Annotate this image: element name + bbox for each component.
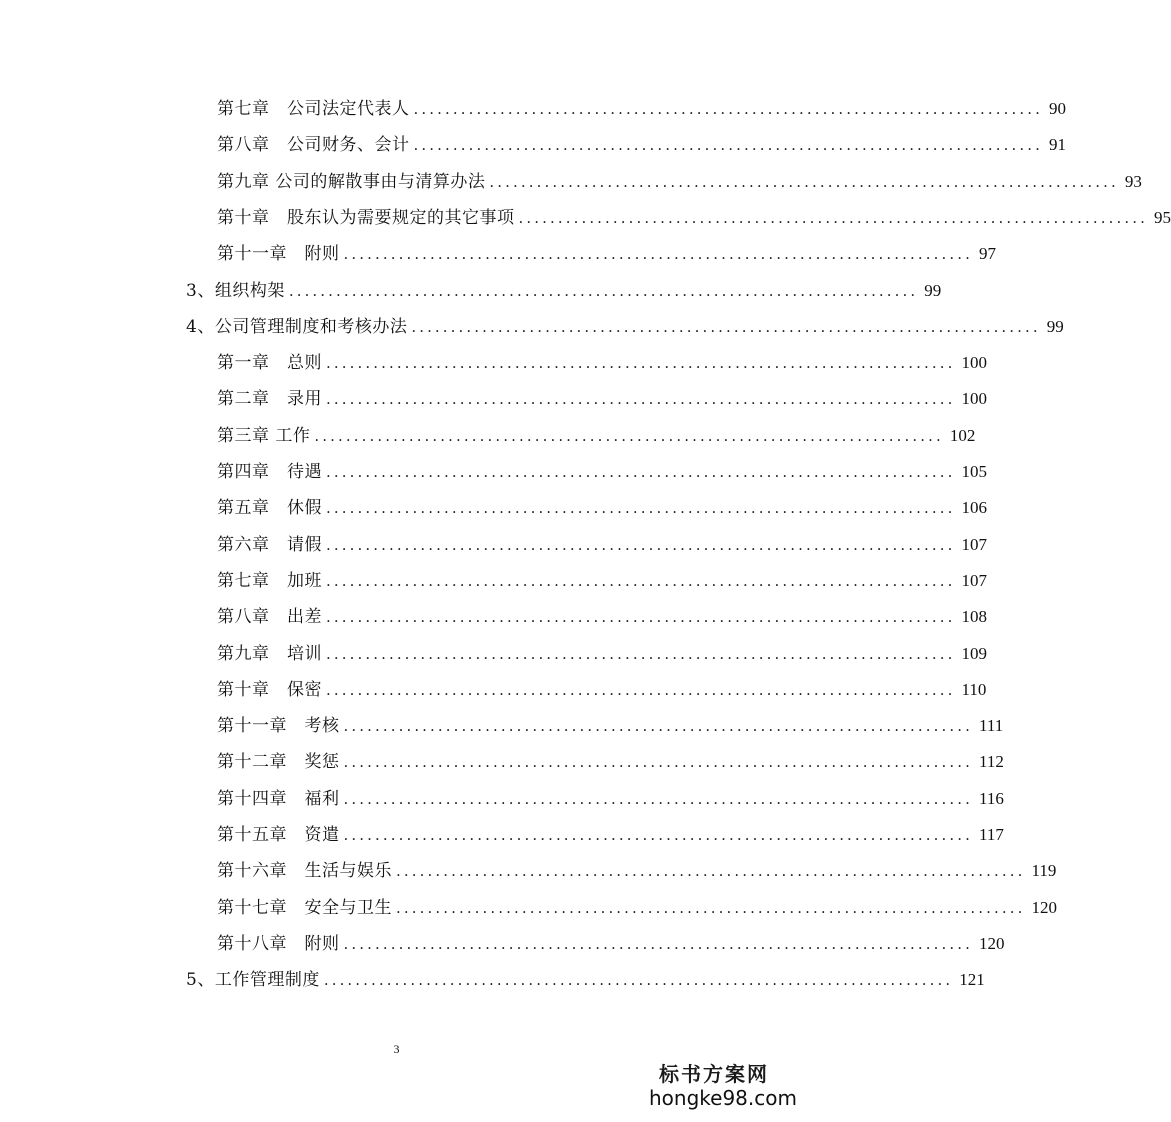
toc-dot-leader: ................................................................................	[489, 172, 1119, 191]
toc-entry-page: 99	[1046, 316, 1064, 336]
toc-entry-page: 119	[1031, 861, 1057, 881]
toc-entry-title: 第六章 请假	[217, 534, 322, 555]
toc-entry-page: 97	[978, 244, 996, 264]
toc-dot-leader: ................................................................................	[343, 826, 973, 844]
toc-entry[interactable]	[217, 749, 1004, 775]
toc-entry-page: 91	[1048, 135, 1066, 155]
toc-entry[interactable]	[217, 423, 976, 449]
toc-entry[interactable]	[217, 386, 987, 412]
toc-entry-title: 第一章 总则	[217, 353, 322, 374]
toc-entry-page: 116	[978, 788, 1004, 808]
toc-entry-page: 120	[1031, 897, 1057, 917]
page-number: 3	[393, 1042, 400, 1056]
toc-entry-page: 110	[961, 679, 987, 699]
toc-entry-page: 109	[961, 643, 987, 663]
toc-entry[interactable]	[217, 786, 1004, 812]
toc-entry-page: 117	[978, 825, 1004, 844]
toc-dot-leader: ................................................................................	[343, 245, 973, 264]
toc-entry-title: 第十六章 生活与娱乐	[217, 861, 392, 882]
toc-dot-leader: ................................................................................	[343, 934, 973, 953]
toc-dot-leader: ................................................................................	[411, 317, 1041, 336]
toc-entry-title: 第十七章 安全与卫生	[217, 897, 392, 918]
toc-entry-page: 99	[924, 280, 942, 300]
toc-dot-leader: ................................................................................	[326, 499, 956, 518]
toc-entry-page: 121	[959, 970, 985, 990]
toc-entry-page: 120	[978, 933, 1005, 953]
toc-entry[interactable]	[217, 931, 1005, 957]
toc-entry[interactable]	[217, 96, 1066, 122]
toc-entry-page: 102	[949, 425, 976, 445]
toc-entry-page: 111	[978, 716, 1004, 736]
toc-entry[interactable]	[217, 604, 987, 630]
toc-dot-leader: ................................................................................	[343, 717, 973, 736]
toc-entry[interactable]	[217, 205, 1171, 231]
toc-entry[interactable]	[186, 314, 1064, 340]
toc-entry-page: 107	[961, 570, 987, 590]
toc-dot-leader: ................................................................................	[396, 862, 1026, 881]
toc-dot-leader: ................................................................................	[326, 463, 956, 481]
toc-entry-page: 105	[961, 462, 987, 481]
toc-entry-title: 第十八章 附则	[217, 933, 340, 954]
toc-dot-leader: ................................................................................	[326, 571, 956, 590]
toc-dot-leader: ................................................................................	[326, 535, 956, 554]
toc-entry-title: 第二章 录用	[217, 389, 322, 410]
toc-dot-leader: ................................................................................	[326, 644, 956, 663]
toc-entry-title: 第七章 公司法定代表人	[217, 99, 410, 119]
toc-entry[interactable]	[217, 532, 987, 558]
toc-entry-title: 4、公司管理制度和考核办法	[186, 316, 408, 337]
toc-entry-page: 108	[961, 607, 987, 627]
toc-entry[interactable]	[217, 350, 987, 376]
toc-dot-leader: ................................................................................	[413, 136, 1043, 155]
toc-entry-title: 第九章 培训	[217, 643, 322, 664]
toc-entry-title: 第十章 保密	[217, 679, 322, 700]
toc-entry-title: 第三章 工作	[217, 425, 311, 446]
toc-entry[interactable]	[217, 895, 1057, 921]
toc-dot-leader: ................................................................................	[326, 608, 956, 627]
toc-entry[interactable]	[217, 822, 1004, 848]
toc-dot-leader: ................................................................................	[396, 898, 1026, 917]
toc-entry[interactable]	[217, 713, 1004, 739]
toc-entry[interactable]	[217, 641, 987, 667]
toc-entry-page: 95	[1153, 207, 1171, 227]
toc-dot-leader: ................................................................................	[326, 680, 956, 699]
toc-dot-leader: ................................................................................	[413, 100, 1043, 118]
toc-entry-title: 第十五章 资遣	[217, 825, 340, 845]
watermark-text-cn: 标书方案网	[659, 1062, 769, 1086]
toc-dot-leader: ................................................................................	[326, 354, 956, 373]
toc-entry-title: 第九章 公司的解散事由与清算办法	[217, 171, 486, 192]
toc-entry-page: 100	[961, 353, 987, 373]
toc-dot-leader: ................................................................................	[326, 390, 956, 409]
toc-entry-title: 第八章 公司财务、会计	[217, 135, 410, 156]
watermark-logo	[649, 1062, 797, 1110]
toc-entry-title: 第十章 股东认为需要规定的其它事项	[217, 207, 515, 228]
toc-entry[interactable]	[186, 967, 985, 993]
toc-entry[interactable]	[217, 677, 987, 703]
toc-entry-page: 90	[1048, 99, 1066, 118]
toc-dot-leader: ................................................................................	[314, 426, 944, 445]
toc-entry-title: 5、工作管理制度	[186, 970, 320, 991]
toc-dot-leader: ................................................................................	[288, 281, 919, 300]
toc-entry[interactable]	[217, 568, 987, 594]
toc-entry-page: 100	[961, 389, 987, 409]
toc-entry[interactable]	[217, 459, 987, 485]
watermark-text-en: hongke98.com	[649, 1086, 797, 1110]
toc-entry[interactable]	[186, 278, 942, 304]
toc-entry-title: 第十四章 福利	[217, 788, 340, 809]
toc-entry-title: 第十一章 考核	[217, 716, 340, 737]
toc-entry-title: 第八章 出差	[217, 607, 322, 628]
toc-entry[interactable]	[217, 241, 996, 267]
toc-entry-title: 第十一章 附则	[217, 244, 340, 265]
toc-entry-title: 第四章 待遇	[217, 462, 322, 482]
toc-entry[interactable]	[217, 169, 1142, 195]
toc-dot-leader: ................................................................................	[518, 208, 1148, 227]
toc-dot-leader: ................................................................................	[343, 789, 973, 808]
toc-entry[interactable]	[217, 495, 987, 521]
toc-entry-page: 106	[961, 498, 987, 518]
toc-dot-leader: ................................................................................	[343, 753, 973, 772]
toc-entry-page: 93	[1124, 171, 1142, 191]
toc-entry-title: 第十二章 奖惩	[217, 752, 340, 773]
toc-entry-page: 107	[961, 534, 987, 554]
toc-entry-page: 112	[978, 752, 1004, 772]
toc-entry-title: 第五章 休假	[217, 498, 322, 519]
toc-dot-leader: ................................................................................	[323, 971, 954, 990]
toc-entry[interactable]	[217, 132, 1066, 158]
toc-entry-title: 第七章 加班	[217, 570, 322, 591]
toc-entry[interactable]	[217, 858, 1057, 884]
toc-entry-title: 3、组织构架	[186, 280, 285, 301]
